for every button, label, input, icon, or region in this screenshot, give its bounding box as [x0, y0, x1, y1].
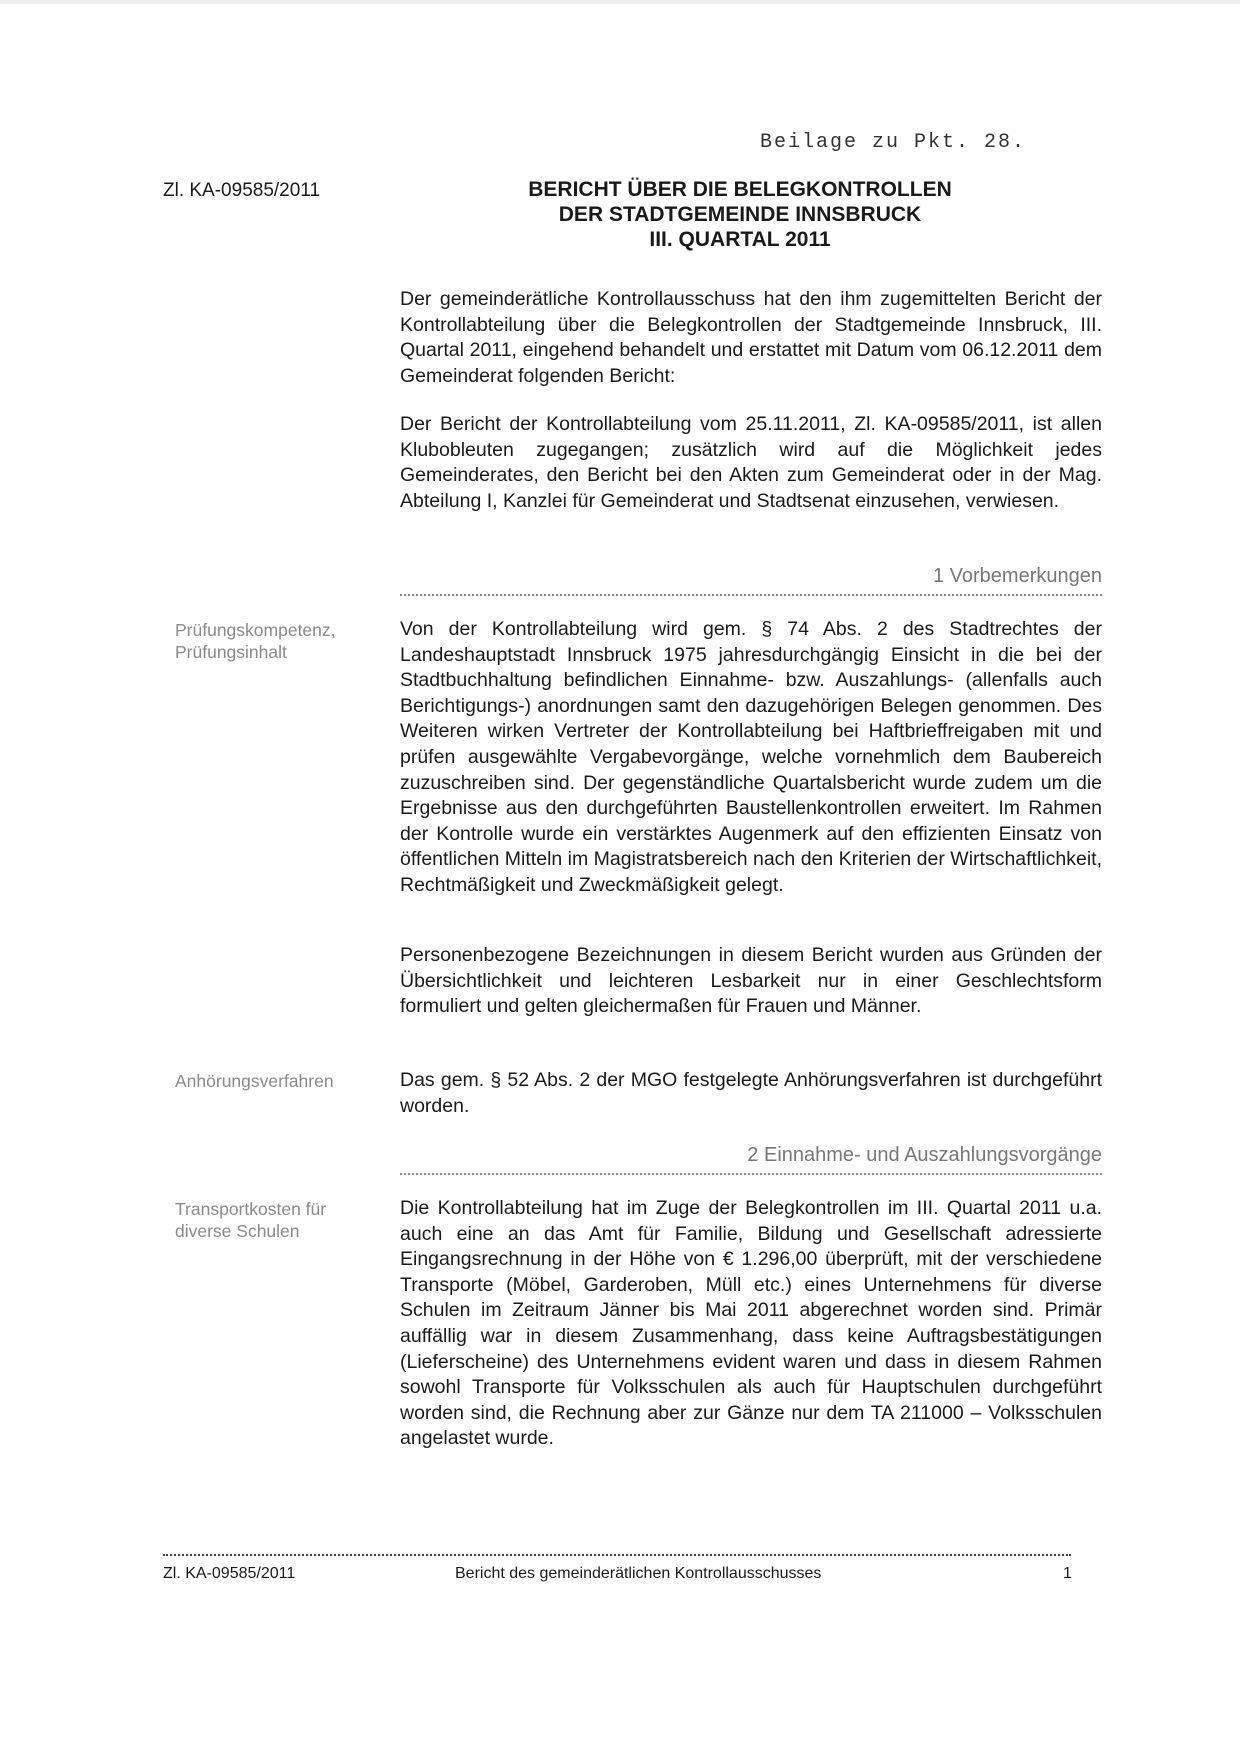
section-1-paragraph-1: Von der Kontrollabteilung wird gem. § 74 Abs. 2 des Stadtrechtes der Landeshauptstadt Innsbruck 1975 jahresdurchgängig Einsicht in die bei der Stadtbuchhaltung befindlichen Einnahme- bzw. Auszahlungs- (allenfalls auch Berichtigungs-) anordnungen samt den dazugehörigen Belegen genommen. Des Weiteren wirken Vertreter der Kontrollabteilung bei Haftbrieffreigaben mit und prüfen ausgewählte Vergabevorgänge, welche vornehmlich dem Baubereich zuzuschreiben sind. Der gegenständliche Quartalsbericht wurde zudem um die Ergebnisse aus den durchgeführten Baustellenkontrollen erweitert. Im Rahmen der Kontrolle wurde ein verstärktes Augenmerk auf den effizienten Einsatz von öffentlichen Mitteln im Magistratsbereich nach den Kriterien der Wirtschaftlichkeit, Rechtmäßigkeit und Zweckmäßigkeit gelegt. — [400, 618, 1102, 896]
page-title — [420, 177, 1060, 252]
reference-number: Zl. KA-09585/2011 — [163, 180, 321, 201]
attachment-note: Beilage zu Pkt. 28. — [760, 131, 1027, 154]
side-label-transportkosten: Transportkosten für diverse Schulen — [175, 1199, 327, 1241]
section-1-paragraph-2: Personenbezogene Bezeichnungen in diesem Bericht wurden aus Gründen der Übersichtlichkeit und leichteren Lesbarkeit nur in einer Geschlechtsform formuliert und gelten gleichermaßen für Frauen und Männer. — [400, 944, 1102, 1018]
footer-reference: Zl. KA-09585/2011 — [163, 1565, 296, 1582]
section-1-paragraph-3: Das gem. § 52 Abs. 2 der MGO festgelegte Anhörungsverfahren ist durchgeführt worden. — [400, 1069, 1102, 1117]
section-2-paragraph: Die Kontrollabteilung hat im Zuge der Belegkontrollen im III. Quartal 2011 u.a. auch eine an das Amt für Familie, Bildung und Gesellschaft adressierte Eingangsrechnung in der Höhe von € 1.296,00 überprüft, mit der verschiedene Transporte (Möbel, Garderoben, Müll etc.) eines Unternehmens für diverse Schulen im Zeitraum Jänner bis Mai 2011 abgerechnet worden sind. Primär auffällig war in diesem Zusammenhang, dass keine Auftragsbestätigungen (Lieferscheine) des Unternehmens evident waren und dass in diesem Rahmen sowohl Transporte für Volksschulen als auch für Hauptschulen durchgeführt worden sind, die Rechnung aber zur Gänze nur dem TA 211000 – Volksschulen angelastet wurde. — [400, 1197, 1102, 1450]
title-line-3: III. QUARTAL 2011 — [649, 228, 831, 251]
page-number: 1 — [1063, 1565, 1072, 1582]
title-line-1: BERICHT ÜBER DIE BELEGKONTROLLEN — [528, 178, 952, 201]
intro-paragraph-1: Der gemeinderätliche Kontrollausschuss hat den ihm zugemittelten Bericht der Kontrollabteilung über die Belegkontrollen der Stadtgemeinde Innsbruck, III. Quartal 2011, eingehend behandelt und erstattet mit Datum vom 06.12.2011 dem Gemeinderat folgenden Bericht: — [400, 288, 1102, 387]
intro-paragraph-2: Der Bericht der Kontrollabteilung vom 25.11.2011, Zl. KA-09585/2011, ist allen Klubobleuten zugegangen; zusätzlich wird auf die Möglichkeit jedes Gemeinderates, den Bericht bei den Akten zum Gemeinderat oder in der Mag. Abteilung I, Kanzlei für Gemeinderat und Stadtsenat einzusehen, verwiesen. — [400, 413, 1102, 512]
footer-title: Bericht des gemeinderätlichen Kontrollausschusses — [455, 1565, 822, 1582]
section-1-heading: 1 Vorbemerkungen — [400, 565, 1102, 596]
title-line-2: DER STADTGEMEINDE INNSBRUCK — [558, 203, 922, 226]
section-2-heading: 2 Einnahme- und Auszahlungsvorgänge — [400, 1144, 1102, 1175]
side-label-pruefungskompetenz: Prüfungskompetenz, Prüfungsinhalt — [175, 620, 336, 662]
footer-divider — [163, 1554, 1071, 1556]
side-label-anhoerungsverfahren: Anhörungsverfahren — [175, 1071, 334, 1091]
scan-top-edge — [0, 0, 1240, 4]
